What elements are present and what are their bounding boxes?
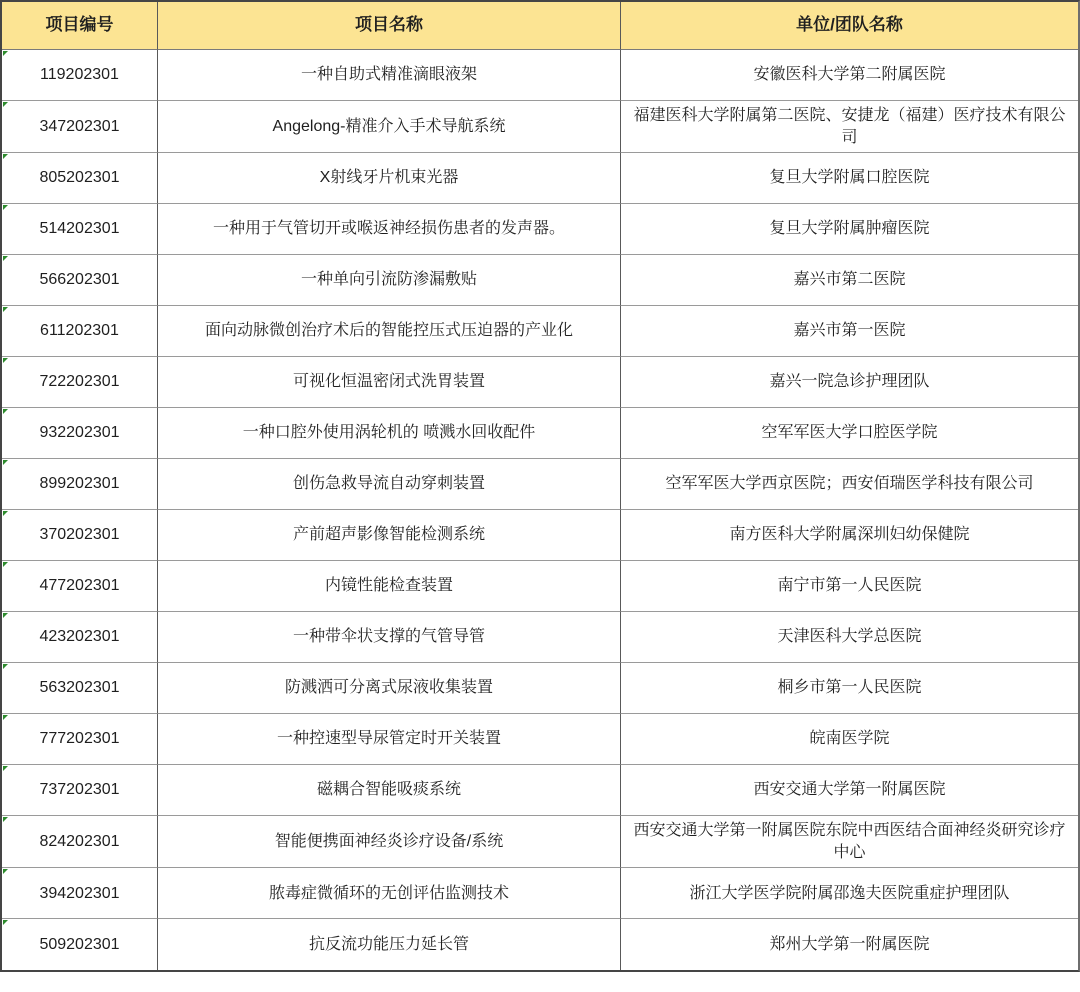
project-name-cell: 防溅洒可分离式尿液收集装置 <box>158 663 621 714</box>
excel-error-indicator-icon <box>3 920 8 925</box>
table-row <box>2 153 1078 204</box>
unit-name-cell: 空军军医大学口腔医学院 <box>621 408 1078 459</box>
unit-name-cell: 皖南医学院 <box>621 714 1078 765</box>
project-id: 423202301 <box>39 628 120 646</box>
project-name-cell: 产前超声影像智能检测系统 <box>158 510 621 561</box>
table-row <box>2 101 1078 153</box>
project-id: 514202301 <box>39 220 120 238</box>
project-id: 477202301 <box>39 577 120 595</box>
project-id-cell <box>2 255 158 306</box>
table-row <box>2 765 1078 816</box>
project-id-cell <box>2 663 158 714</box>
unit-name-cell: 西安交通大学第一附属医院东院中西医结合面神经炎研究诊疗中心 <box>621 816 1078 868</box>
project-id: 899202301 <box>39 475 120 493</box>
table-row <box>2 510 1078 561</box>
table-row <box>2 714 1078 765</box>
excel-error-indicator-icon <box>3 613 8 618</box>
excel-error-indicator-icon <box>3 869 8 874</box>
table-row <box>2 306 1078 357</box>
project-id: 347202301 <box>39 117 120 135</box>
project-id-cell <box>2 868 158 919</box>
excel-error-indicator-icon <box>3 511 8 516</box>
project-id: 722202301 <box>39 373 120 391</box>
project-id: 777202301 <box>39 730 120 748</box>
table-row <box>2 408 1078 459</box>
project-id-cell <box>2 765 158 816</box>
project-id-cell <box>2 459 158 510</box>
project-id: 119202301 <box>40 66 119 84</box>
table-row <box>2 919 1078 970</box>
header-project-name: 项目名称 <box>158 2 621 50</box>
table-row <box>2 459 1078 510</box>
excel-error-indicator-icon <box>3 460 8 465</box>
unit-name-cell: 南方医科大学附属深圳妇幼保健院 <box>621 510 1078 561</box>
table-row <box>2 561 1078 612</box>
project-id: 394202301 <box>39 884 120 902</box>
project-id: 737202301 <box>39 781 120 799</box>
project-name-cell: 面向动脉微创治疗术后的智能控压式压迫器的产业化 <box>158 306 621 357</box>
table-row <box>2 50 1078 101</box>
unit-name-cell: 西安交通大学第一附属医院 <box>621 765 1078 816</box>
unit-name-cell: 嘉兴市第二医院 <box>621 255 1078 306</box>
project-id-cell <box>2 561 158 612</box>
table-row <box>2 868 1078 919</box>
excel-error-indicator-icon <box>3 154 8 159</box>
unit-name-cell: 空军军医大学西京医院；西安佰瑞医学科技有限公司 <box>621 459 1078 510</box>
project-id-cell <box>2 612 158 663</box>
table-row <box>2 816 1078 868</box>
header-project-id: 项目编号 <box>2 2 158 50</box>
unit-name-cell: 浙江大学医学院附属邵逸夫医院重症护理团队 <box>621 868 1078 919</box>
excel-error-indicator-icon <box>3 307 8 312</box>
table-header-row <box>2 2 1078 50</box>
project-name-cell: 智能便携面神经炎诊疗设备/系统 <box>158 816 621 868</box>
project-name-cell: 一种用于气管切开或喉返神经损伤患者的发声器。 <box>158 204 621 255</box>
project-id-cell <box>2 101 158 153</box>
table-row <box>2 204 1078 255</box>
unit-name-cell: 郑州大学第一附属医院 <box>621 919 1078 970</box>
project-name-cell: 一种口腔外使用涡轮机的 喷溅水回收配件 <box>158 408 621 459</box>
table-row <box>2 255 1078 306</box>
project-id-cell <box>2 357 158 408</box>
project-id-cell <box>2 50 158 101</box>
project-name-cell: 一种带伞状支撑的气管导管 <box>158 612 621 663</box>
unit-name-cell: 复旦大学附属肿瘤医院 <box>621 204 1078 255</box>
table-row <box>2 663 1078 714</box>
excel-error-indicator-icon <box>3 409 8 414</box>
project-id: 370202301 <box>39 526 120 544</box>
project-id: 805202301 <box>39 169 120 187</box>
excel-error-indicator-icon <box>3 562 8 567</box>
excel-error-indicator-icon <box>3 256 8 261</box>
project-id-cell <box>2 153 158 204</box>
project-name-cell: 一种控速型导尿管定时开关装置 <box>158 714 621 765</box>
unit-name-cell: 嘉兴市第一医院 <box>621 306 1078 357</box>
project-id-cell <box>2 510 158 561</box>
unit-name-cell: 嘉兴一院急诊护理团队 <box>621 357 1078 408</box>
project-id-cell <box>2 816 158 868</box>
unit-name-cell: 天津医科大学总医院 <box>621 612 1078 663</box>
unit-name-cell: 福建医科大学附属第二医院、安捷龙（福建）医疗技术有限公司 <box>621 101 1078 153</box>
project-name-cell: 一种自助式精准滴眼液架 <box>158 50 621 101</box>
project-id-cell <box>2 408 158 459</box>
project-id-cell <box>2 306 158 357</box>
unit-name-cell: 复旦大学附属口腔医院 <box>621 153 1078 204</box>
project-id: 611202301 <box>40 322 119 340</box>
project-name-cell: 一种单向引流防渗漏敷贴 <box>158 255 621 306</box>
table-row <box>2 357 1078 408</box>
project-name-cell: 内镜性能检查装置 <box>158 561 621 612</box>
project-name-cell: X射线牙片机束光器 <box>158 153 621 204</box>
project-id: 824202301 <box>39 832 120 850</box>
excel-error-indicator-icon <box>3 766 8 771</box>
project-name-cell: 脓毒症微循环的无创评估监测技术 <box>158 868 621 919</box>
project-id-cell <box>2 204 158 255</box>
excel-error-indicator-icon <box>3 358 8 363</box>
unit-name-cell: 桐乡市第一人民医院 <box>621 663 1078 714</box>
project-name-cell: 磁耦合智能吸痰系统 <box>158 765 621 816</box>
project-id-cell <box>2 714 158 765</box>
project-id: 566202301 <box>39 271 120 289</box>
project-name-cell: 创伤急救导流自动穿刺装置 <box>158 459 621 510</box>
unit-name-cell: 安徽医科大学第二附属医院 <box>621 50 1078 101</box>
unit-name-cell: 南宁市第一人民医院 <box>621 561 1078 612</box>
excel-error-indicator-icon <box>3 817 8 822</box>
project-id: 563202301 <box>39 679 120 697</box>
project-name-cell: 抗反流功能压力延长管 <box>158 919 621 970</box>
excel-error-indicator-icon <box>3 715 8 720</box>
project-id-cell <box>2 919 158 970</box>
excel-error-indicator-icon <box>3 102 8 107</box>
table-body <box>2 50 1078 970</box>
project-name-cell: 可视化恒温密闭式洗胃装置 <box>158 357 621 408</box>
project-id: 509202301 <box>39 936 120 954</box>
table-row <box>2 612 1078 663</box>
excel-error-indicator-icon <box>3 205 8 210</box>
excel-error-indicator-icon <box>3 664 8 669</box>
project-id: 932202301 <box>39 424 120 442</box>
header-unit-name: 单位/团队名称 <box>621 2 1078 50</box>
project-name-cell: Angelong-精准介入手术导航系统 <box>158 101 621 153</box>
excel-error-indicator-icon <box>3 51 8 56</box>
